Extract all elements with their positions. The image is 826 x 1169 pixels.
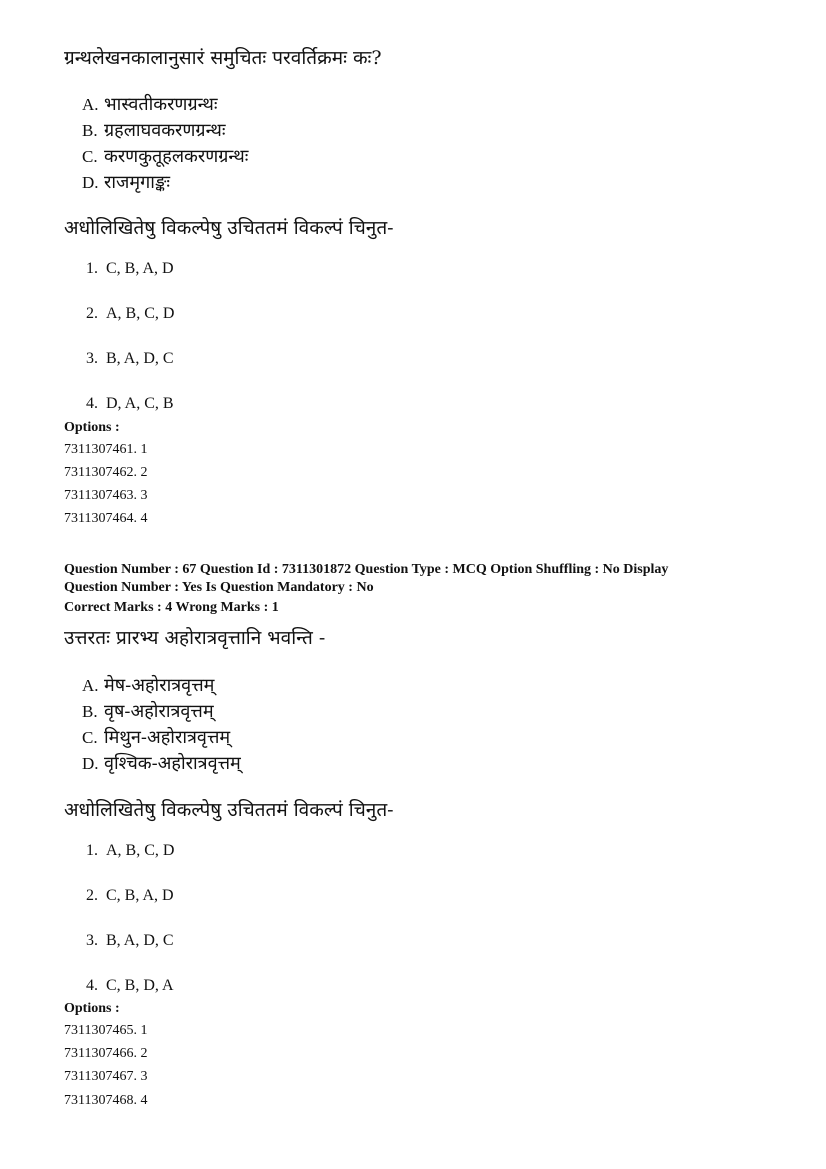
q66-item-d: D. राजमृगाङ्कः (82, 172, 170, 193)
q67-option-id-4: 7311307468. 4 (64, 1093, 148, 1108)
q67-options-heading: Options : (64, 1001, 120, 1016)
q66-instruction: अधोलिखितेषु विकल्पेषु उचिततमं विकल्पं चिनुत- (64, 217, 394, 239)
q66-item-c: C. करणकुतूहलकरणग्रन्थः (82, 146, 249, 167)
q66-choice-1[interactable]: 1. C, B, A, D (86, 260, 174, 277)
q66-choice-3[interactable]: 3. B, A, D, C (86, 350, 174, 367)
q66-item-a: A. भास्वतीकरणग्रन्थः (82, 94, 218, 115)
q66-choice-4[interactable]: 4. D, A, C, B (86, 395, 174, 412)
question-66-stem: ग्रन्थलेखनकालानुसारं समुचितः परवर्तिक्रमः कः? (64, 47, 382, 69)
q67-item-c: C. मिथुन-अहोरात्रवृत्तम् (82, 727, 231, 748)
q67-option-id-2: 7311307466. 2 (64, 1046, 148, 1061)
q67-option-id-1: 7311307465. 1 (64, 1023, 148, 1038)
q67-instruction: अधोलिखितेषु विकल्पेषु उचिततमं विकल्पं चिनुत- (64, 799, 394, 821)
q66-option-id-3: 7311307463. 3 (64, 488, 148, 503)
q66-option-id-2: 7311307462. 2 (64, 465, 148, 480)
q67-item-a: A. मेष-अहोरात्रवृत्तम् (82, 675, 215, 696)
q67-choice-4[interactable]: 4. C, B, D, A (86, 977, 174, 994)
q67-meta-line-1: Question Number : 67 Question Id : 7311301872 Question Type : MCQ Option Shuffling : No Display (64, 562, 669, 577)
q67-choice-2[interactable]: 2. C, B, A, D (86, 887, 174, 904)
q66-options-heading: Options : (64, 420, 120, 435)
question-67-stem: उत्तरतः प्रारभ्य अहोरात्रवृत्तानि भवन्ति - (64, 627, 326, 649)
q66-choice-2[interactable]: 2. A, B, C, D (86, 305, 175, 322)
q67-item-b: B. वृष-अहोरात्रवृत्तम् (82, 701, 214, 722)
q67-meta-line-2: Question Number : Yes Is Question Mandatory : No (64, 580, 374, 595)
q67-meta-line-3: Correct Marks : 4 Wrong Marks : 1 (64, 600, 279, 615)
q67-item-d: D. वृश्चिक-अहोरात्रवृत्तम् (82, 753, 241, 774)
q67-choice-3[interactable]: 3. B, A, D, C (86, 932, 174, 949)
q67-option-id-3: 7311307467. 3 (64, 1069, 148, 1084)
q66-option-id-1: 7311307461. 1 (64, 442, 148, 457)
q66-item-b: B. ग्रहलाघवकरणग्रन्थः (82, 120, 226, 141)
q67-choice-1[interactable]: 1. A, B, C, D (86, 842, 175, 859)
q66-option-id-4: 7311307464. 4 (64, 511, 148, 526)
